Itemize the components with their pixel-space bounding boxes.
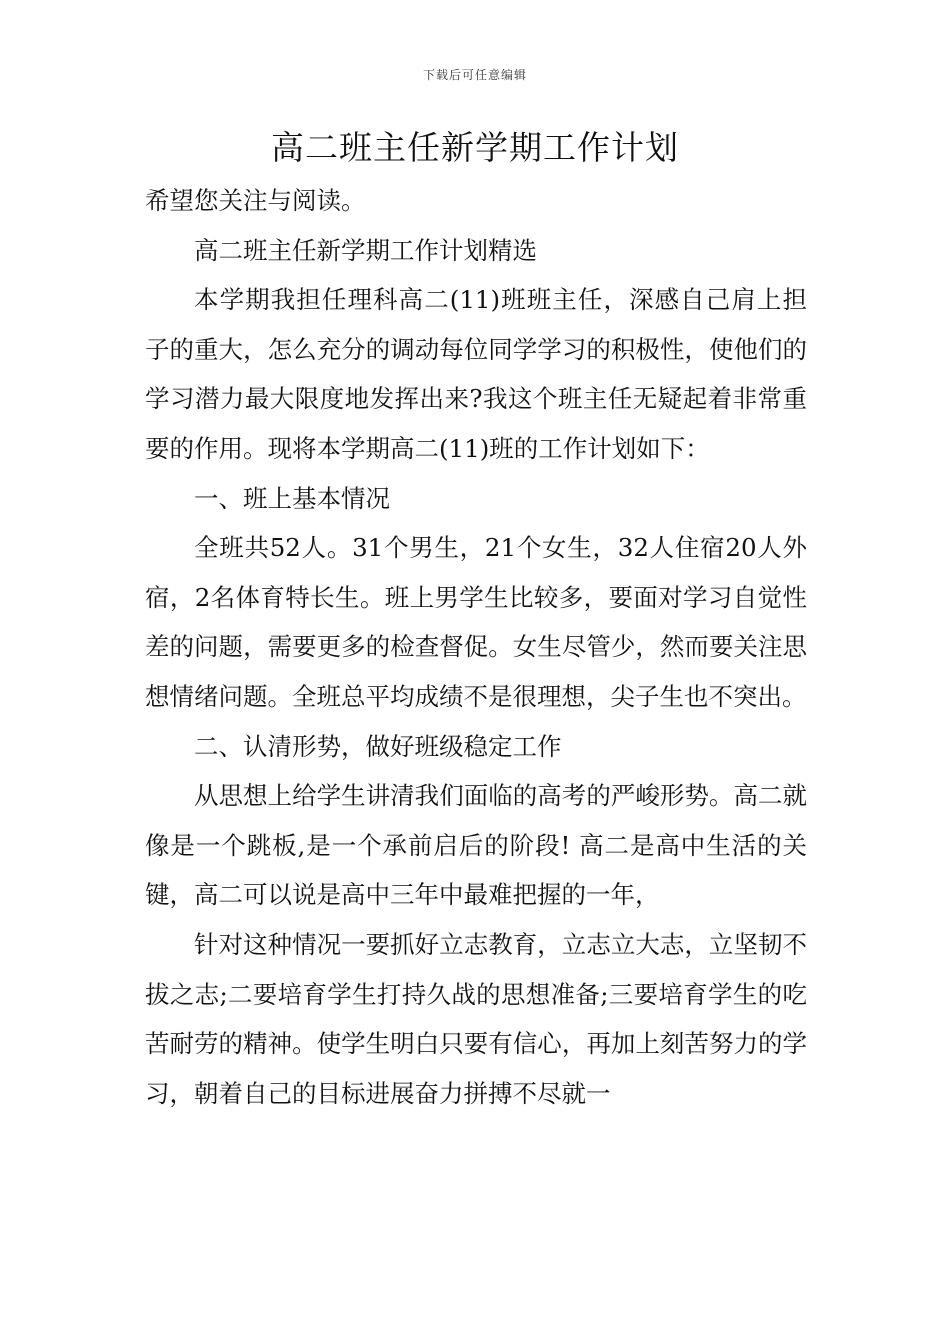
header-note: 下载后可任意编辑 (422, 68, 527, 82)
paragraph: 希望您关注与阅读。 (145, 186, 366, 215)
paragraph: 针对这种情况一要抓好立志教育，立志立大志，立坚韧不拔之志;二要培育学生打持久战的思想准备;三要培育学生的吃苦耐劳的精神。使学生明白只要有信心，再加上刻苦努力的学习，朝着自己的目标进展奋力拼搏不尽就一 (145, 929, 807, 1108)
document-body (145, 176, 807, 1118)
section-heading: 一、班上基本情况 (194, 483, 390, 513)
section-heading: 二、认清形势，做好班级稳定工作 (194, 731, 562, 761)
paragraph: 高二班主任新学期工作计划精选 (194, 235, 537, 265)
document-title: 高二班主任新学期工作计划 (271, 128, 679, 167)
paragraph: 本学期我担任理科高二(11)班班主任，深感自己肩上担子的重大，怎么充分的调动每位同学学习的积极性，使他们的学习潜力最大限度地发挥出来?我这个班主任无疑起着非常重要的作用。现将本学期高二(11)班的工作计划如下： (145, 285, 807, 463)
paragraph: 全班共52人。31个男生，21个女生，32人住宿20人外宿，2名体育特长生。班上男学生比较多，要面对学习自觉性差的问题，需要更多的检查督促。女生尽管少，然而要关注思想情绪问题。全班总平均成绩不是很理想，尖子生也不突出。 (145, 533, 807, 711)
paragraph: 从思想上给学生讲清我们面临的高考的严峻形势。高二就像是一个跳板,是一个承前启后的阶段! 高二是高中生活的关键，高二可以说是高中三年中最难把握的一年， (145, 781, 807, 910)
